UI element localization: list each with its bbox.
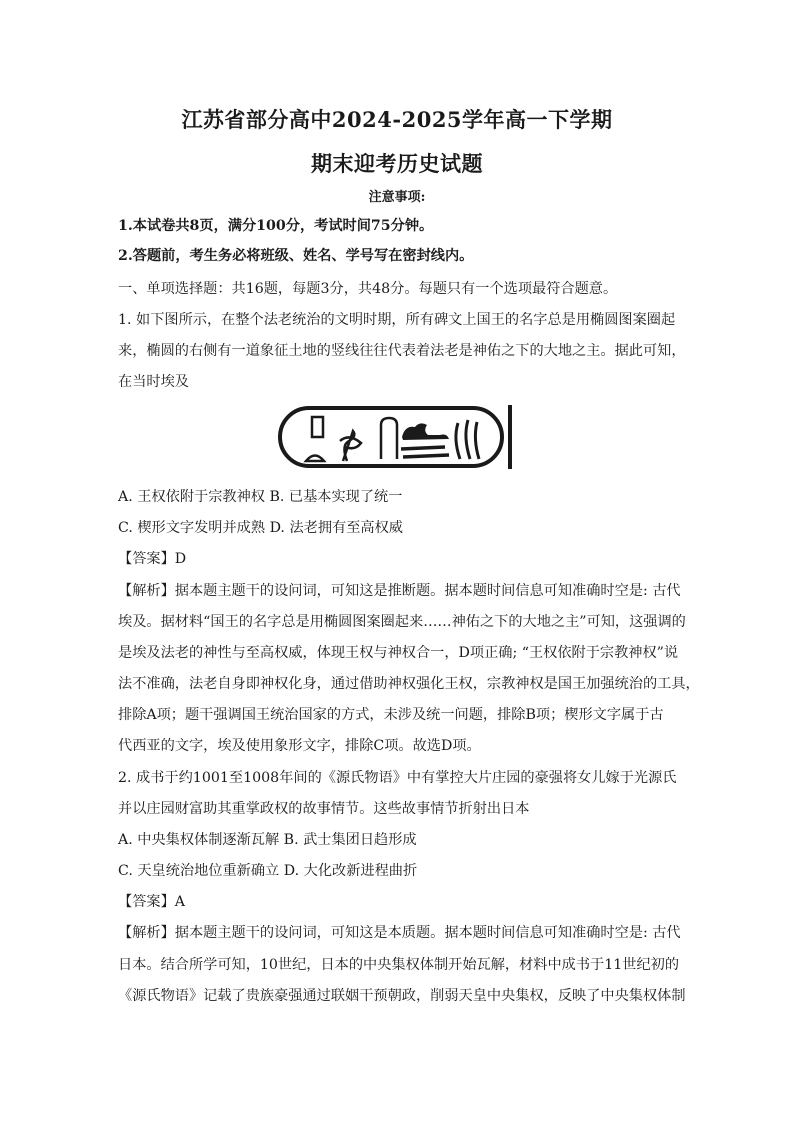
q2-options-line-2: C. 天皇统治地位重新确立 D. 大化改新进程曲折 bbox=[118, 863, 418, 879]
q1-answer: 【答案】D bbox=[118, 551, 187, 567]
q2-stem-line-1: 2. 成书于约1001至1008年间的《源氏物语》中有掌控大片庄园的豪强将女儿嫁于光源氏 bbox=[118, 770, 677, 786]
exam-title: 江苏省部分高中2024-2025学年高一下学期 bbox=[181, 107, 613, 132]
q1-stem-line-1: 1. 如下图所示，在整个法老统治的文明时期，所有碑文上国王的名字总是用椭圆图案圈起 bbox=[118, 312, 676, 328]
section-heading: 一、单项选择题：共16题，每题3分，共48分。每题只有一个选项最符合题意。 bbox=[118, 281, 618, 297]
q2-answer: 【答案】A bbox=[118, 894, 185, 910]
q1-stem-line-3: 在当时埃及 bbox=[118, 374, 189, 390]
q2-analysis-line-3: 《源氏物语》记载了贵族豪强通过联姻干预朝政，削弱天皇中央集权，反映了中央集权体制 bbox=[118, 988, 686, 1004]
notice-item-2: 2.答题前，考生务必将班级、姓名、学号写在密封线内。 bbox=[118, 248, 474, 264]
q1-analysis-line-5: 排除A项；题干强调国王统治国家的方式，未涉及统一问题，排除B项；楔形文字属于古 bbox=[118, 707, 664, 723]
q2-options-line-1: A. 中央集权体制逐渐瓦解 B. 武士集团日趋形成 bbox=[118, 832, 417, 848]
notice-item-1: 1.本试卷共8页，满分100分，考试时间75分钟。 bbox=[118, 218, 434, 234]
egyptian-cartouche-figure bbox=[277, 403, 517, 473]
q1-analysis-line-1: 【解析】据本题主题干的设问词，可知这是推断题。据本题时间信息可知准确时空是: 古代 bbox=[118, 583, 681, 599]
q1-analysis-line-4: 法不准确，法老自身即神权化身，通过借助神权强化王权，宗教神权是国王加强统治的工具， bbox=[118, 676, 700, 692]
q1-options-line-1: A. 王权依附于宗教神权 B. 已基本实现了统一 bbox=[118, 489, 403, 505]
notice-heading: 注意事项: bbox=[368, 190, 426, 205]
q2-analysis-line-1: 【解析】据本题主题干的设问词，可知这是本质题。据本题时间信息可知准确时空是: 古代 bbox=[118, 925, 681, 941]
q1-analysis-line-3: 是埃及法老的神性与至高权威，体现王权与神权合一，D项正确; “王权依附于宗教神权”说 bbox=[118, 645, 679, 661]
q1-analysis-line-2: 埃及。据材料“国王的名字总是用椭圆图案圈起来……神佑之下的大地之主”可知，这强调的 bbox=[118, 614, 686, 630]
q1-analysis-line-6: 代西亚的文字，埃及使用象形文字，排除C项。故选D项。 bbox=[118, 738, 481, 754]
q2-stem-line-2: 并以庄园财富助其重掌政权的故事情节。这些故事情节折射出日本 bbox=[118, 801, 530, 817]
q2-analysis-line-2: 日本。结合所学可知，10世纪，日本的中央集权体制开始瓦解，材料中成书于11世纪初的 bbox=[118, 957, 680, 973]
q1-stem-line-2: 来，椭圆的右侧有一道象征土地的竖线往往代表着法老是神佑之下的大地之主。据此可知， bbox=[118, 343, 686, 359]
q1-options-line-2: C. 楔形文字发明并成熟 D. 法老拥有至高权威 bbox=[118, 520, 403, 536]
exam-subtitle: 期末迎考历史试题 bbox=[311, 151, 483, 176]
